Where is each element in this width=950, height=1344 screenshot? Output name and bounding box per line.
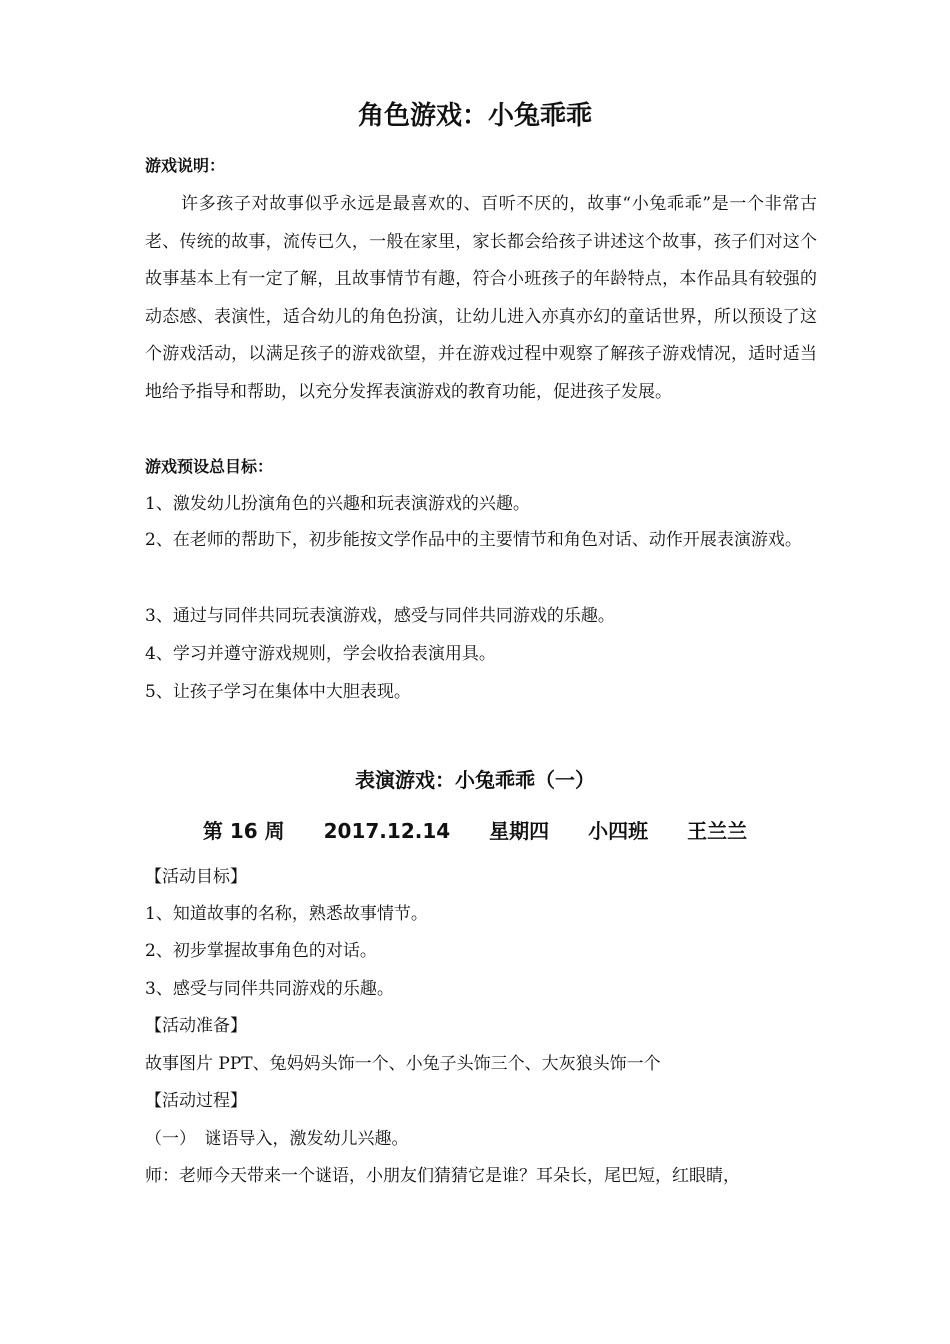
meta-date: 2017.12.14: [323, 819, 451, 843]
goals-heading: 游戏预设总目标：: [145, 457, 274, 476]
intro-heading: 游戏说明：: [145, 156, 226, 175]
document-title: 角色游戏：小兔乖乖: [357, 101, 592, 131]
meta-week: 第 16 周: [202, 819, 285, 843]
objective-item-3: 3、感受与同伴共同游戏的乐趣。: [145, 979, 394, 999]
objective-item-1: 1、知道故事的名称，熟悉故事情节。: [145, 904, 428, 924]
goal-item-3: 3、通过与同伴共同玩表演游戏，感受与同伴共同游戏的乐趣。: [145, 606, 615, 626]
goal-item-1: 1、激发幼儿扮演角色的兴趣和玩表演游戏的兴趣。: [145, 494, 530, 514]
objective-item-2: 2、初步掌握故事角色的对话。: [145, 941, 377, 961]
section-meta: [0, 816, 950, 846]
meta-class: 小四班: [588, 819, 649, 843]
goal-item-4: 4、学习并遵守游戏规则，学会收拾表演用具。: [145, 644, 496, 664]
intro-paragraph: 许多孩子对故事似乎永远是最喜欢的、百听不厌的，故事“小兔乖乖”是一个非常古老、传统的故事，流传已久，一般在家里，家长都会给孩子讲述这个故事，孩子们对这个故事基本上有一定了解，且故事情节有趣，符合小班孩子的年龄特点，本作品具有较强的动态感、表演性，适合幼儿的角色扮演，让幼儿进入亦真亦幻的童话世界，所以预设了这个游戏活动，以满足孩子的游戏欲望，并在游戏过程中观察了解孩子游戏情况，适时适当地给予指导和帮助，以充分发挥表演游戏的教育功能，促进孩子发展。: [145, 194, 817, 402]
process-heading: 【活动过程】: [145, 1091, 247, 1111]
preparation-heading: 【活动准备】: [145, 1016, 247, 1036]
goal-item-2: 2、在老师的帮助下，初步能按文学作品中的主要情节和角色对话、动作开展表演游戏。: [145, 530, 802, 550]
meta-teacher: 王兰兰: [687, 819, 748, 843]
preparation-text: 故事图片 PPT、兔妈妈头饰一个、小兔子头饰三个、大灰狼头饰一个: [145, 1054, 661, 1074]
process-text: 师：老师今天带来一个谜语，小朋友们猜猜它是谁？耳朵长，尾巴短，红眼睛，: [145, 1166, 740, 1186]
meta-weekday: 星期四: [489, 819, 550, 843]
objectives-heading: 【活动目标】: [145, 867, 247, 887]
process-step-1: （一） 谜语导入，激发幼儿兴趣。: [145, 1129, 409, 1149]
goal-item-5: 5、让孩子学习在集体中大胆表现。: [145, 682, 411, 702]
section-subtitle: 表演游戏：小兔乖乖（一）: [355, 768, 595, 792]
